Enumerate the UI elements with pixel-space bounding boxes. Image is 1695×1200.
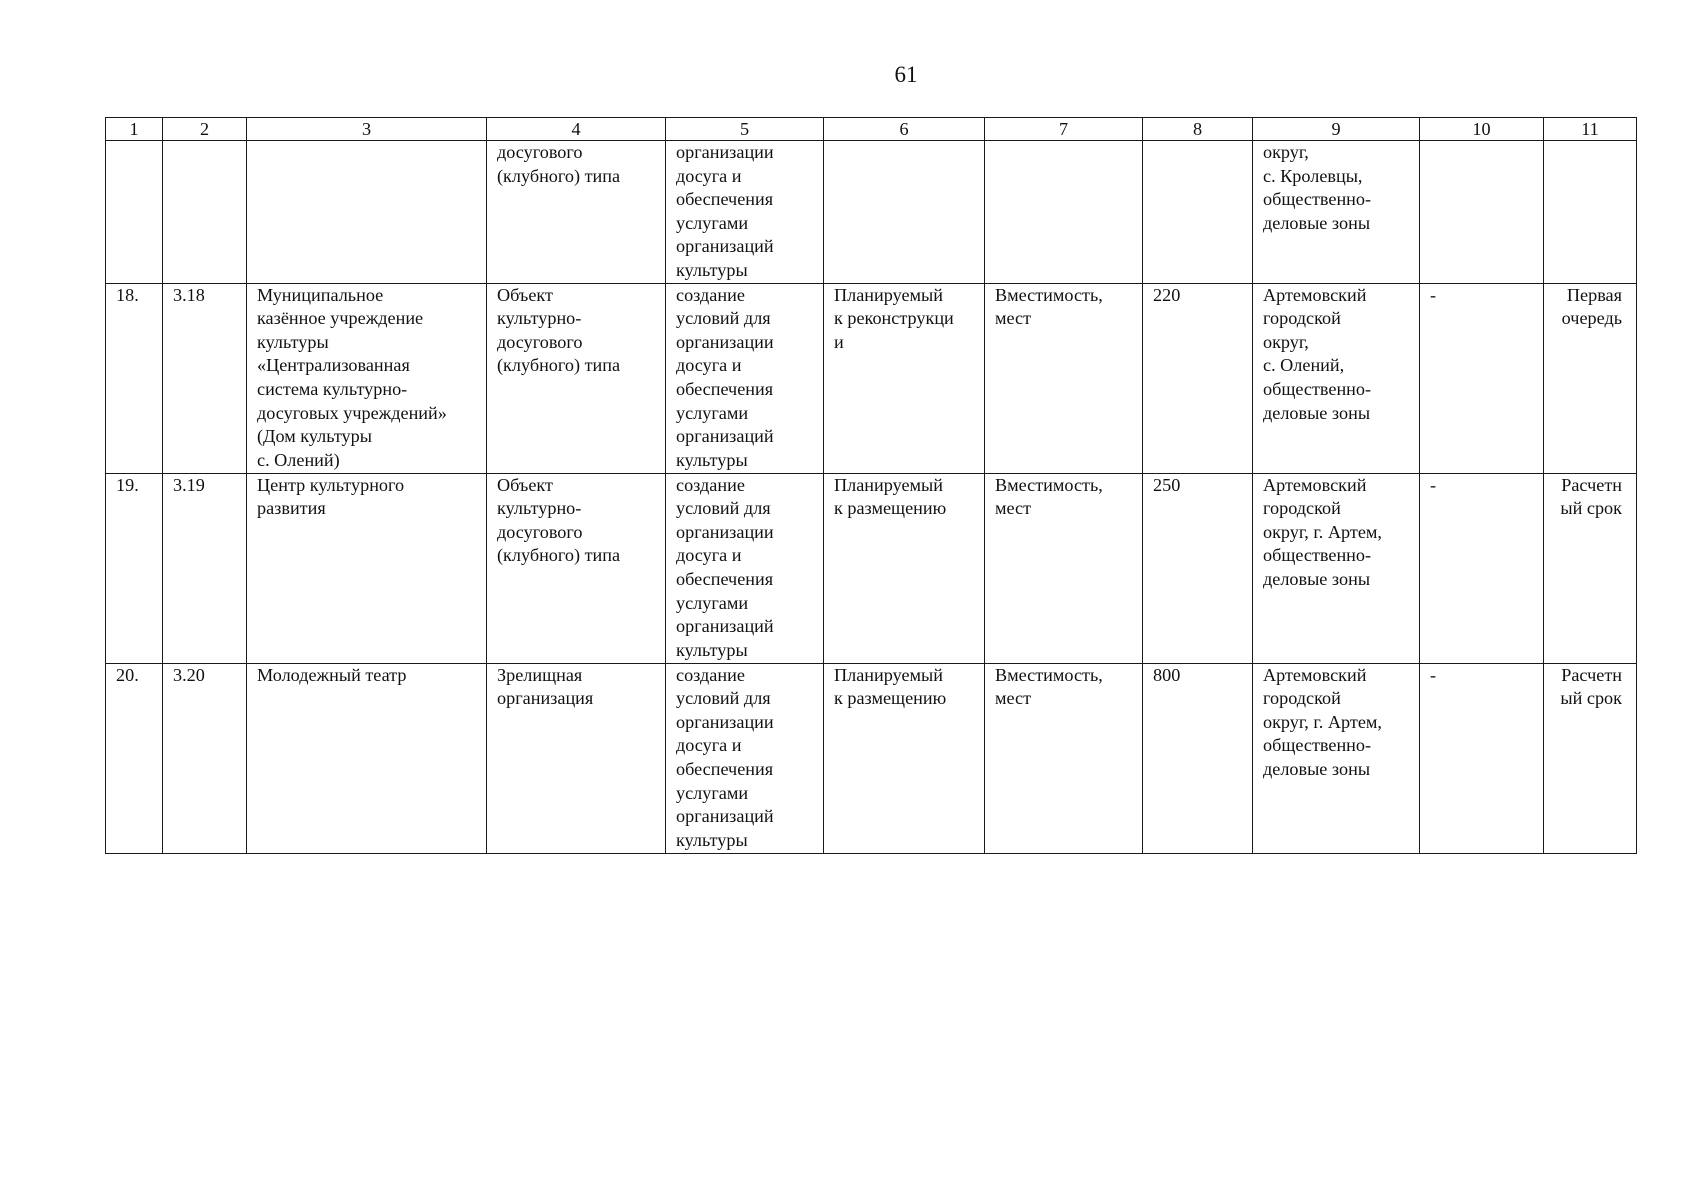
table-row-19 xyxy=(106,473,1637,663)
cell-location: округ, с. Кролевцы, общественно- деловые зоны xyxy=(1253,141,1420,284)
header-cell: 8 xyxy=(1143,118,1253,141)
cell-number: 18. xyxy=(106,283,163,473)
cell-zone: - xyxy=(1420,473,1544,663)
cell-stage: Расчетн ый срок xyxy=(1544,473,1637,663)
cell-parameter xyxy=(985,141,1143,284)
cell-value xyxy=(1143,141,1253,284)
cell-stage: Первая очередь xyxy=(1544,283,1637,473)
cell-zone: - xyxy=(1420,283,1544,473)
header-cell: 5 xyxy=(666,118,824,141)
table-row-18 xyxy=(106,283,1637,473)
header-cell: 7 xyxy=(985,118,1143,141)
cell-status: Планируемый к размещению xyxy=(824,473,985,663)
cell-number: 20. xyxy=(106,663,163,853)
cell-code: 3.19 xyxy=(163,473,247,663)
cell-type: Зрелищная организация xyxy=(487,663,666,853)
cell-stage: Расчетн ый срок xyxy=(1544,663,1637,853)
cell-parameter: Вместимость, мест xyxy=(985,283,1143,473)
cell-location: Артемовский городской округ, с. Олений, общественно- деловые зоны xyxy=(1253,283,1420,473)
table-row-20 xyxy=(106,663,1637,853)
header-cell: 2 xyxy=(163,118,247,141)
cell-zone: - xyxy=(1420,663,1544,853)
cell-value: 220 xyxy=(1143,283,1253,473)
cell-zone xyxy=(1420,141,1544,284)
cell-purpose: создание условий для организации досуга и обеспечения услугами организаций культуры xyxy=(666,473,824,663)
cell-type: Объект культурно- досугового (клубного) типа xyxy=(487,473,666,663)
header-cell: 6 xyxy=(824,118,985,141)
cell-stage xyxy=(1544,141,1637,284)
cell-value: 800 xyxy=(1143,663,1253,853)
cell-name: Центр культурного развития xyxy=(247,473,487,663)
header-cell: 1 xyxy=(106,118,163,141)
page-number: 61 xyxy=(894,62,918,87)
cell-parameter: Вместимость, мест xyxy=(985,473,1143,663)
cell-location: Артемовский городской округ, г. Артем, общественно- деловые зоны xyxy=(1253,663,1420,853)
cell-type: досугового (клубного) типа xyxy=(487,141,666,284)
header-cell: 11 xyxy=(1544,118,1637,141)
cell-number xyxy=(106,141,163,284)
header-cell: 9 xyxy=(1253,118,1420,141)
cell-number: 19. xyxy=(106,473,163,663)
cell-code xyxy=(163,141,247,284)
cell-purpose: создание условий для организации досуга и обеспечения услугами организаций культуры xyxy=(666,663,824,853)
cell-type: Объект культурно- досугового (клубного) типа xyxy=(487,283,666,473)
cell-name xyxy=(247,141,487,284)
table-header-row xyxy=(106,118,1637,141)
cell-parameter: Вместимость, мест xyxy=(985,663,1143,853)
header-cell: 10 xyxy=(1420,118,1544,141)
cell-code: 3.18 xyxy=(163,283,247,473)
facilities-table xyxy=(105,117,1637,854)
cell-name: Молодежный театр xyxy=(247,663,487,853)
cell-purpose: создание условий для организации досуга и обеспечения услугами организаций культуры xyxy=(666,283,824,473)
cell-status: Планируемый к реконструкци и xyxy=(824,283,985,473)
header-cell: 4 xyxy=(487,118,666,141)
cell-status: Планируемый к размещению xyxy=(824,663,985,853)
cell-code: 3.20 xyxy=(163,663,247,853)
cell-purpose: организации досуга и обеспечения услугами организаций культуры xyxy=(666,141,824,284)
header-cell: 3 xyxy=(247,118,487,141)
cell-name: Муниципальное казённое учреждение культуры «Централизованная система культурно- досуговых учреждений» (Дом культуры с. Олений) xyxy=(247,283,487,473)
cell-location: Артемовский городской округ, г. Артем, общественно- деловые зоны xyxy=(1253,473,1420,663)
table-row-continuation xyxy=(106,141,1637,284)
cell-value: 250 xyxy=(1143,473,1253,663)
cell-status xyxy=(824,141,985,284)
